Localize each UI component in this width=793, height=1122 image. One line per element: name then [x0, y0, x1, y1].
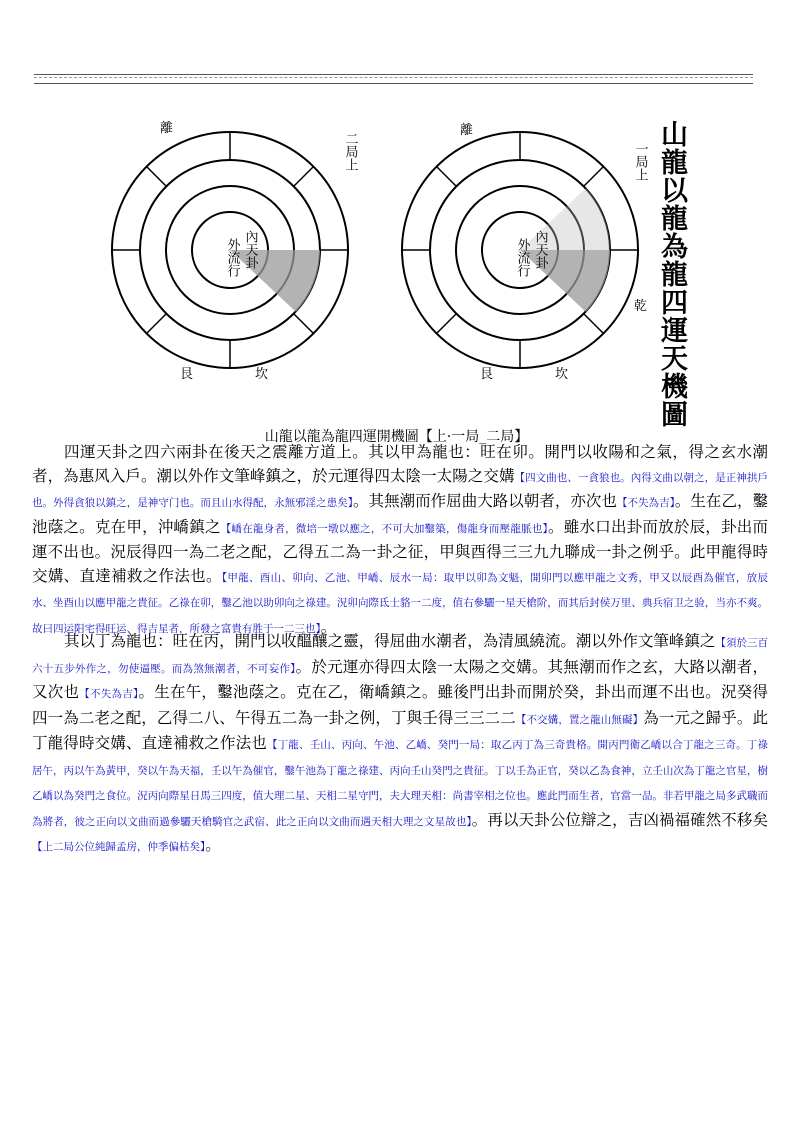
annotation-note: 【不交媾，置之龍山無礙】 — [515, 713, 644, 726]
left-mark-kan: 坎 — [255, 367, 269, 382]
annotation-note: 【須於三百六十五步外作之，勿使逼壓。而為煞無潮者，不可妄作】 — [32, 637, 768, 675]
annotation-note: 【不失為吉】 — [79, 688, 139, 700]
figure-caption: 山龍以龍為龍四運開機圖【上·一局_二局】 — [264, 429, 529, 445]
right-mark-qian: 乾 — [634, 299, 648, 314]
right-corner-label: 一局上 — [632, 142, 648, 181]
right-mark-li: 離 — [460, 123, 474, 138]
annotation-note: 【嶠在龍身者，微培一墩以應之，不可大加鑿築，傷龍身而壓龍脈也】 — [220, 522, 549, 535]
left-luopan-diagram — [100, 110, 360, 385]
annotation-note: 【上二局公位純歸孟房，仲季偏枯矣】 — [32, 841, 206, 853]
text-run: 四運天卦之四六兩卦在後天之震離方道上。其以甲為龍也：旺在卯。開門以收陽和之氣，得之玄水潮者，為惠风入戶。潮以外作文筆峰鎮之，於元運得四太陰一太陽之交媾 — [32, 443, 768, 485]
text-run: 。其無潮而作屈曲大路以朝者，亦次也 — [353, 492, 617, 510]
left-center-line-2: 外流行 — [224, 238, 240, 277]
right-center-line-1: 內天卦 — [532, 230, 548, 269]
right-mark-gen: 艮 — [480, 367, 494, 382]
annotation-note: 【四文曲也、一貪狼也。內得文曲以朝之，是正神拱戶也。外得貪狼以鎮之，是神守门也。而且山水得配，永無邪淫之患矣】 — [32, 471, 768, 509]
right-luopan-diagram — [390, 110, 650, 385]
paragraph-jia-dragon — [32, 441, 768, 641]
right-center-line-2: 外流行 — [514, 238, 530, 277]
annotation-note: 【不失為吉】 — [616, 497, 675, 509]
left-mark-gen: 艮 — [180, 367, 194, 382]
text-run: 。雖水口出卦而放於辰，卦出而運不出也。況辰得四一為二老之配，乙得五二為一卦之征，甲與酉得三三九九聯成一卦之例乎。此甲龍得時交媾、直達補救之作法也。 — [32, 517, 768, 585]
text-run: 。 — [320, 617, 337, 636]
right-mark-kan: 坎 — [555, 367, 569, 382]
text-run: 。再以天卦公位辯之，吉凶禍福確然不移矣 — [471, 810, 768, 829]
top-double-rule — [34, 74, 753, 84]
paragraph-ding-dragon — [32, 630, 768, 860]
annotation-note: 【丁龍、壬山、丙向、午池、乙嶠、癸門一局：取乙丙丁為三奇貴格。開丙門衛乙嶠以合丁龍之三奇。丁祿居午，丙以午為黃甲，癸以午為天福，壬以午為催官，鑿午池為丁龍之祿建、丙向壬山癸門之貴征。丁以壬為正官，癸以乙為食神，立壬山次為丁龍之官星，樹乙嶠以為癸門之食位。況丙向際星日馬三四度，值大理二星、天相二星守門，夫大理天相：尚書宰相之位也。應此門而生者，官當一品。非若甲龍之局多武職而為將者，彼之正向以文曲而過參驪天槍騎官之武宿、此之正向以文曲而遇天相大理之文星故也】 — [32, 739, 768, 828]
left-mark-li: 離 — [160, 121, 174, 136]
text-run: 其以丁為龍也：旺在丙，開門以收醞釀之靈，得屈曲水潮者，為清風繞流。潮以外作文筆峰鎮之 — [64, 632, 716, 650]
left-center-line-1: 內天卦 — [242, 230, 258, 269]
left-corner-label: 二局上 — [342, 132, 358, 171]
text-run: 。於元運亦得四太陰一太陽之交媾。其無潮而作之玄，大路以潮者，又次也 — [32, 657, 768, 701]
text-run: 為一元之歸乎。此丁龍得時交媾、直達補救之作法也 — [32, 708, 768, 752]
text-run: 。生在午，鑿池蔭之。克在乙，衛嶠鎮之。雖後門出卦而開於癸，卦出而運不出也。況癸得四一為二老之配，乙得二八、午得五二為一卦之例，丁與壬得三三二二 — [32, 683, 768, 727]
annotation-note: 【甲龍、酉山、卯向、乙池、甲嶠、辰水一局：取甲以卯為文魁，開卯門以應甲龍之文秀，甲又以辰酉為催官，放辰水、坐酉山以應甲龍之貴征。乙祿在卯，鑿乙池以助卯向之祿建。況卯向際氐士貉一二度，值右參驪一星天槍阶，而其后封侯万里、典兵宿卫之验，当亦不爽。故曰四运阳宅得旺运、得吉星者，所發之富貴有胜于一二三也】 — [32, 571, 768, 635]
text-run: 。生在乙，鑿池蔭之。克在甲，沖嶠鎮之 — [32, 492, 769, 536]
side-title: 山龍以龍為龍四運天機圖 — [656, 120, 687, 428]
text-run: 。 — [205, 836, 221, 854]
